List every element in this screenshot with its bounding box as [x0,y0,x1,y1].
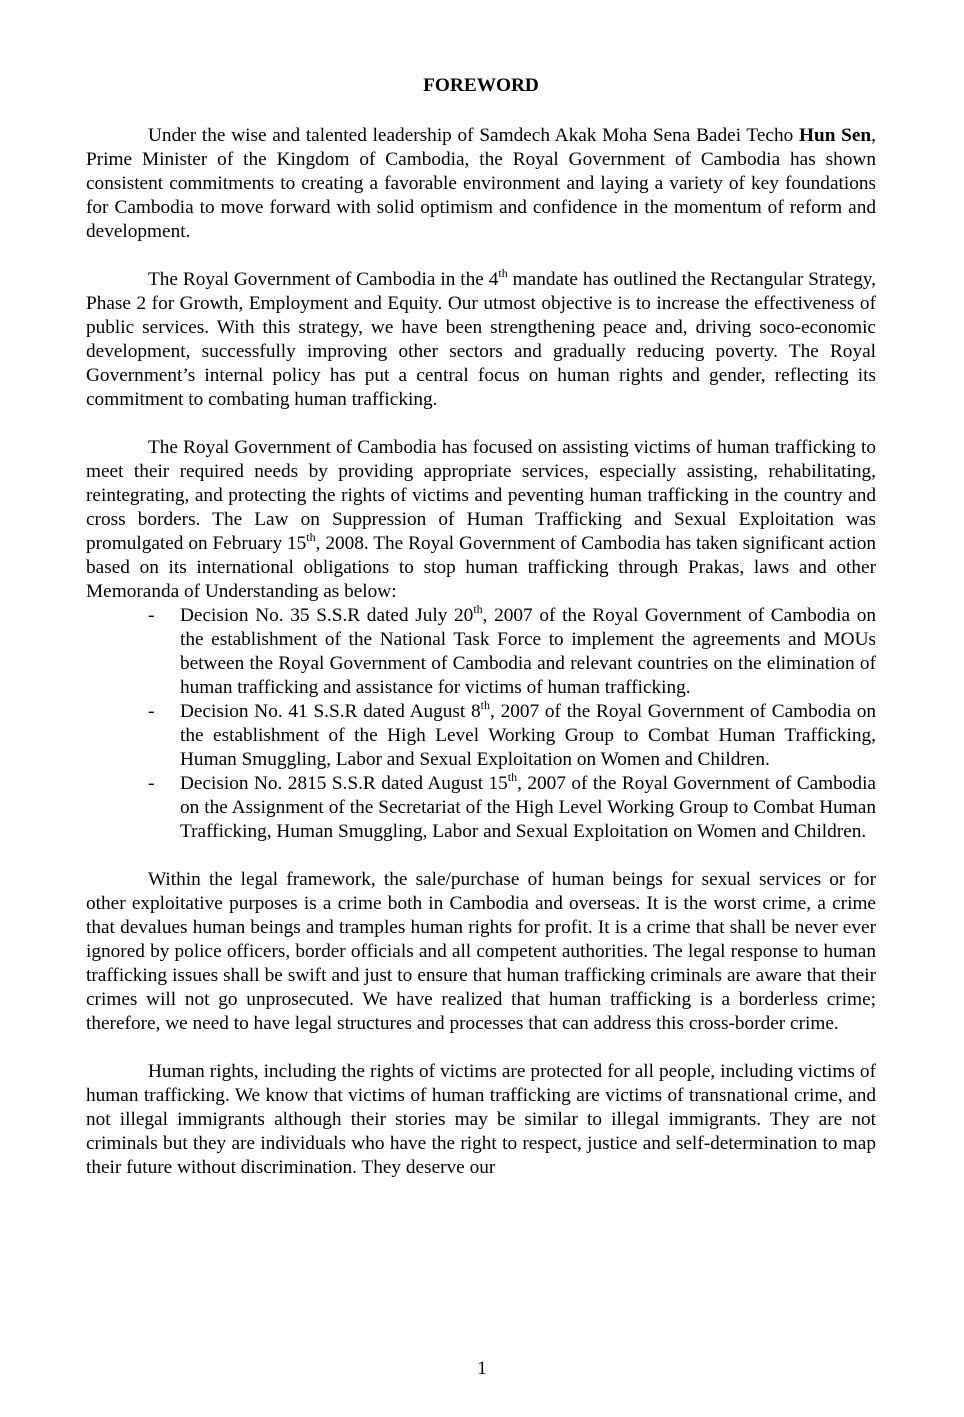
list-dash: - [148,701,155,722]
decision-text-part-b: , 2007 of the Royal Government of Cambodia on the Assignment of the Secretariat of the High Level Working Group to Combat Human Trafficking, Human Smuggling, Labor and Sexual Exploitation on Women and Children. [180,773,876,842]
list-item-decision-41 [148,698,877,772]
superscript-ordinal: th [473,602,483,616]
decision-text-part-b: , 2007 of the Royal Government of Cambodia on the establishment of the National Task Force to implement the agreements and MOUs between the Royal Government of Cambodia and relevant countries on the elimination of human trafficking and assistance for victims of human trafficking. [180,605,876,698]
paragraph-leadership-lead: Under the wise and talented leadership of Samdech Akak Moha Sena Badei Techo [148,125,799,146]
paragraph-leadership [86,124,876,244]
page-number: 1 [477,1358,487,1379]
superscript-ordinal: th [306,530,316,544]
list-dash: - [148,773,155,794]
list-item-decision-2815 [148,770,876,844]
decision-text-part-b: , 2007 of the Royal Government of Cambodia on the establishment of the High Level Working Group to Combat Human Trafficking, Human Smuggling, Labor and Sexual Exploitation on Women and Children. [180,701,877,770]
superscript-ordinal: th [498,266,508,280]
superscript-ordinal: th [480,698,491,712]
document-page [86,74,876,1180]
paragraph-victim-assistance-part-a: The Royal Government of Cambodia has focused on assisting victims of human trafficking to meet their required needs by providing appropriate services, especially assisting, rehabilitating, reintegrating, and protecting the rights of victims and peventing human trafficking in the country and cross borders. The Law on Suppression of Human Trafficking and Sexual Exploitation was promulgated on February 15 [86,437,876,554]
list-item-decision-35 [148,602,876,700]
paragraph-victim-assistance [86,436,876,604]
paragraph-human-rights: Human rights, including the rights of victims are protected for all people, including victims of human trafficking. We know that victims of human trafficking are victims of transnational crime, and not illegal immigrants although their stories may be similar to illegal immigrants. They are not criminals but they are individuals who have the right to respect, justice and self-determination to map their future without discrimination. They deserve our [86,1061,876,1178]
paragraph-rectangular-strategy [86,268,876,412]
paragraph-victim-assistance-part-b: , 2008. The Royal Government of Cambodia has taken significant action based on its international obligations to stop human trafficking through Prakas, laws and other Memoranda of Understanding as below: [86,533,877,602]
list-dash: - [148,605,155,626]
prime-minister-name: Hun Sen [798,125,872,146]
paragraph-leadership-rest: , Prime Minister of the Kingdom of Cambodia, the Royal Government of Cambodia has shown consistent commitments to creating a favorable environment and laying a variety of key foundations for Cambodia to move forward with solid optimism and confidence in the momentum of reform and development. [86,125,876,242]
decision-text-part-a: Decision No. 2815 S.S.R dated August 15 [180,773,508,794]
paragraph-strategy-part-a: The Royal Government of Cambodia in the 4 [148,269,499,290]
decision-text-part-a: Decision No. 41 S.S.R dated August 8 [180,701,481,722]
paragraph-legal-framework: Within the legal framework, the sale/purchase of human beings for sexual services or for other exploitative purposes is a crime both in Cambodia and overseas. It is the worst crime, a crime that devalues human beings and tramples human rights for profit. It is a crime that shall be never ever ignored by police officers, border officials and all competent authorities. The legal response to human trafficking issues shall be swift and just to ensure that human trafficking criminals are aware that their crimes will not go unprosecuted. We have realized that human trafficking is a borderless crime; therefore, we need to have legal structures and processes that can address this cross-border crime. [86,869,876,1034]
decision-text-part-a: Decision No. 35 S.S.R dated July 20 [180,605,474,626]
decision-list [86,604,876,844]
page-title: FOREWORD [423,75,539,96]
superscript-ordinal: th [507,770,518,784]
paragraph-strategy-part-b: mandate has outlined the Rectangular Strategy, Phase 2 for Growth, Employment and Equity. Our utmost objective is to increase the effectiveness of public services. With this strategy, we have been strengthening peace and, driving soco-economic development, successfully improving other sectors and gradually reducing poverty. The Royal Government’s internal policy has put a central focus on human rights and gender, reflecting its commitment to combating human trafficking. [86,269,876,410]
